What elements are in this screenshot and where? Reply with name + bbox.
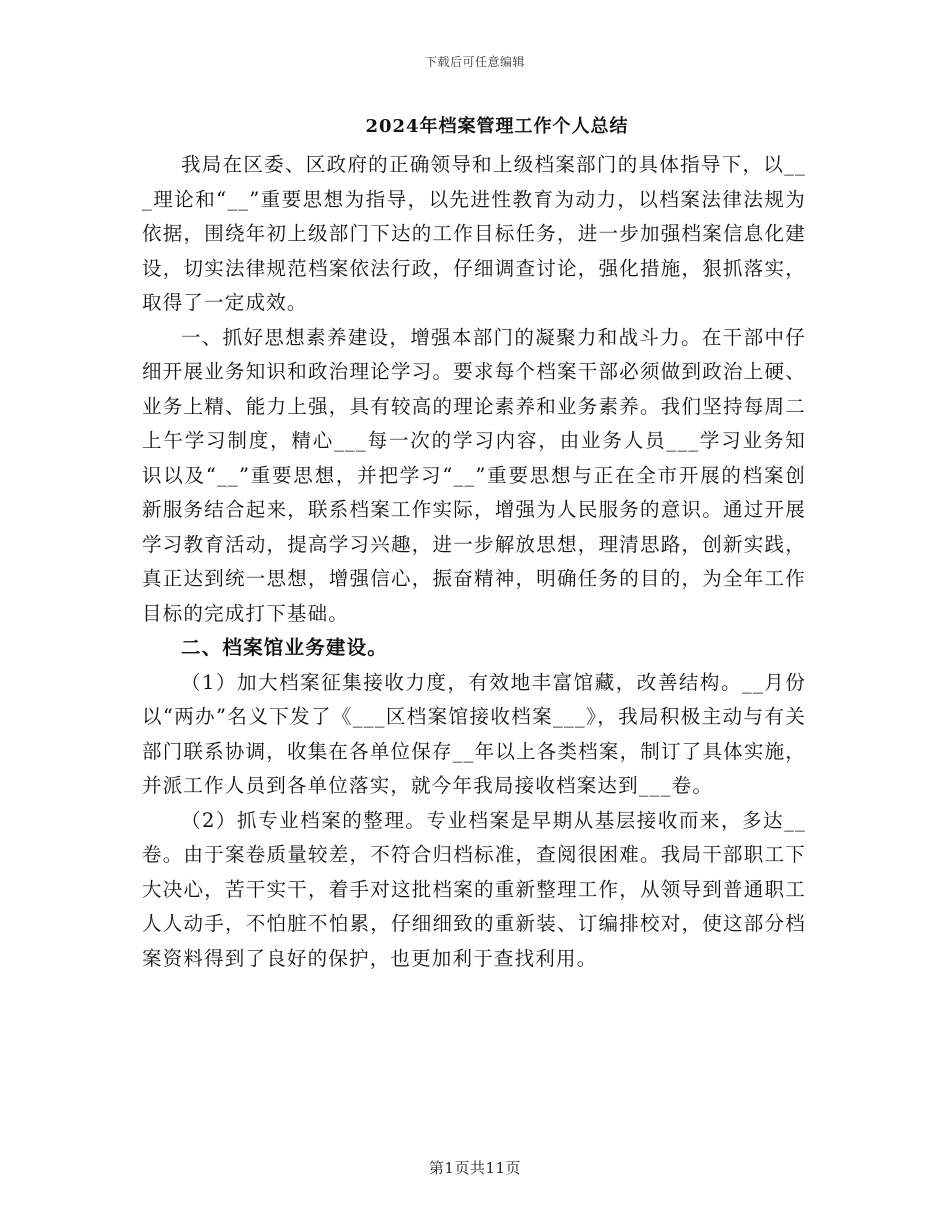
intro-paragraph: 我局在区委、区政府的正确领导和上级档案部门的具体指导下，以___理论和“__”重要思想为指导，以先进性教育为动力，以档案法律法规为依据，围绕年初上级部门下达的工作目标任务，进一步加强档案信息化建设，切实法律规范档案依法行政，仔细调查讨论，强化措施，狠抓落实，取得了一定成效。 bbox=[142, 153, 806, 314]
document-title: 2024年档案管理工作个人总结 bbox=[365, 116, 629, 137]
section-1-paragraph: 一、抓好思想素养建设，增强本部门的凝聚力和战斗力。在干部中仔细开展业务知识和政治理论学习。要求每个档案干部必须做到政治上硬、业务上精、能力上强，具有较高的理论素养和业务素养。我们坚持每周二上午学习制度，精心___每一次的学习内容，由业务人员___学习业务知识以及“__”重要思想，并把学习“__”重要思想与正在全市开展的档案创新服务结合起来，联系档案工作实际，增强为人民服务的意识。通过开展学习教育活动，提高学习兴趣，进一步解放思想，理清思路，创新实践，真正达到统一思想，增强信心，振奋精神，明确任务的目的，为全年工作目标的完成打下基础。 bbox=[142, 325, 806, 625]
document-body bbox=[142, 112, 806, 976]
page-number-footer: 第1页共11页 bbox=[428, 1159, 522, 1177]
header-note: 下载后可任意编辑 bbox=[424, 55, 525, 69]
section-2-item-1-paragraph: （1）加大档案征集接收力度，有效地丰富馆藏，改善结构。__月份以“两办”名义下发了《___区档案馆接收档案___》，我局积极主动与有关部门联系协调，收集在各单位保存__年以上各类档案，制订了具体实施，并派工作人员到各单位落实，就今年我局接收档案达到___卷。 bbox=[142, 670, 806, 797]
section-2-heading: 二、档案馆业务建设。 bbox=[181, 636, 389, 659]
section-2-item-2-paragraph: （2）抓专业档案的整理。专业档案是早期从基层接收而来，多达__卷。由于案卷质量较差，不符合归档标准，查阅很困难。我局干部职工下大决心，苦干实干，着手对这批档案的重新整理工作，从领导到普通职工人人动手，不怕脏不怕累，仔细细致的重新装、订编排校对，使这部分档案资料得到了良好的保护，也更加利于查找利用。 bbox=[142, 808, 806, 970]
